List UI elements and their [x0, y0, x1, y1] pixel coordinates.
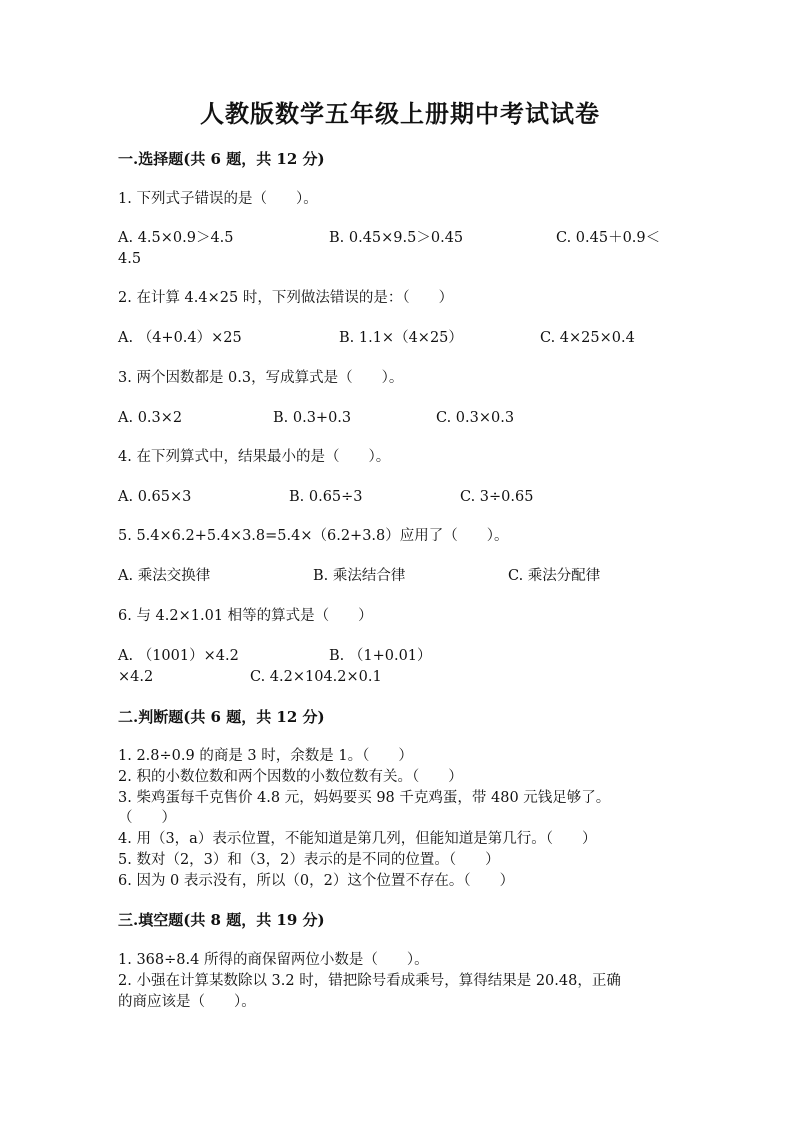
option-c-continued: 4.5 [118, 251, 142, 267]
judge-item: 2. 积的小数位数和两个因数的小数位数有关。（ ） [118, 769, 463, 785]
question-stem: 6. 与 4.2×1.01 相等的算式是（ ） [118, 608, 373, 624]
option-c: C. 0.45＋0.9＜ [556, 230, 661, 246]
page-title: 人教版数学五年级上册期中考试试卷 [200, 99, 600, 128]
option-a: A. （1001）×4.2 [118, 648, 239, 664]
option-c: C. 3÷0.65 [460, 489, 534, 505]
option-a: A. （4+0.4）×25 [118, 330, 242, 346]
fill-item-continued: 的商应该是（ ）。 [118, 994, 256, 1010]
judge-item: 5. 数对（2，3）和（3，2）表示的是不同的位置。（ ） [118, 852, 500, 868]
question-stem: 2. 在计算 4.4×25 时，下列做法错误的是：（ ） [118, 290, 454, 306]
question-stem: 4. 在下列算式中，结果最小的是（ ）。 [118, 449, 391, 465]
judge-item: 1. 2.8÷0.9 的商是 3 时，余数是 1。（ ） [118, 748, 413, 764]
option-c: C. 乘法分配律 [508, 568, 601, 584]
option-b: B. 0.65÷3 [289, 489, 363, 505]
question-stem: 1. 下列式子错误的是（ ）。 [118, 191, 318, 207]
fill-item: 1. 368÷8.4 所得的商保留两位小数是（ ）。 [118, 952, 429, 968]
option-c: C. 0.3×0.3 [436, 410, 515, 426]
option-b: B. 1.1×（4×25） [339, 330, 463, 346]
option-a: A. 0.65×3 [118, 489, 192, 505]
section-header-fill: 三.填空题(共 8 题，共 19 分) [118, 911, 325, 929]
fill-item: 2. 小强在计算某数除以 3.2 时，错把除号看成乘号，算得结果是 20.48，正确 [118, 973, 621, 989]
section-header-judge: 二.判断题(共 6 题，共 12 分) [118, 708, 325, 726]
judge-item: 4. 用（3，a）表示位置，不能知道是第几列，但能知道是第几行。（ ） [118, 831, 597, 847]
option-b: B. 0.45×9.5＞0.45 [329, 230, 464, 246]
option-b: B. 0.3+0.3 [273, 410, 352, 426]
option-b-continued: ×4.2 [118, 669, 154, 685]
option-a: A. 乘法交换律 [118, 568, 211, 584]
judge-item-continued: （ ） [118, 810, 176, 826]
option-a: A. 0.3×2 [118, 410, 183, 426]
option-a: A. 4.5×0.9＞4.5 [118, 230, 234, 246]
judge-item: 6. 因为 0 表示没有，所以（0，2）这个位置不存在。（ ） [118, 873, 515, 889]
judge-item: 3. 柴鸡蛋每千克售价 4.8 元，妈妈要买 98 千克鸡蛋，带 480 元钱足够了。 [118, 790, 611, 806]
option-b: B. （1+0.01） [329, 648, 432, 664]
option-c: C. 4×25×0.4 [540, 330, 635, 346]
option-b: B. 乘法结合律 [313, 568, 406, 584]
question-stem: 3. 两个因数都是 0.3，写成算式是（ ）。 [118, 370, 404, 386]
question-stem: 5. 5.4×6.2+5.4×3.8=5.4×（6.2+3.8）应用了（ ）。 [118, 528, 509, 544]
section-header-choice: 一.选择题(共 6 题，共 12 分) [118, 150, 325, 168]
option-c: C. 4.2×104.2×0.1 [250, 669, 382, 685]
